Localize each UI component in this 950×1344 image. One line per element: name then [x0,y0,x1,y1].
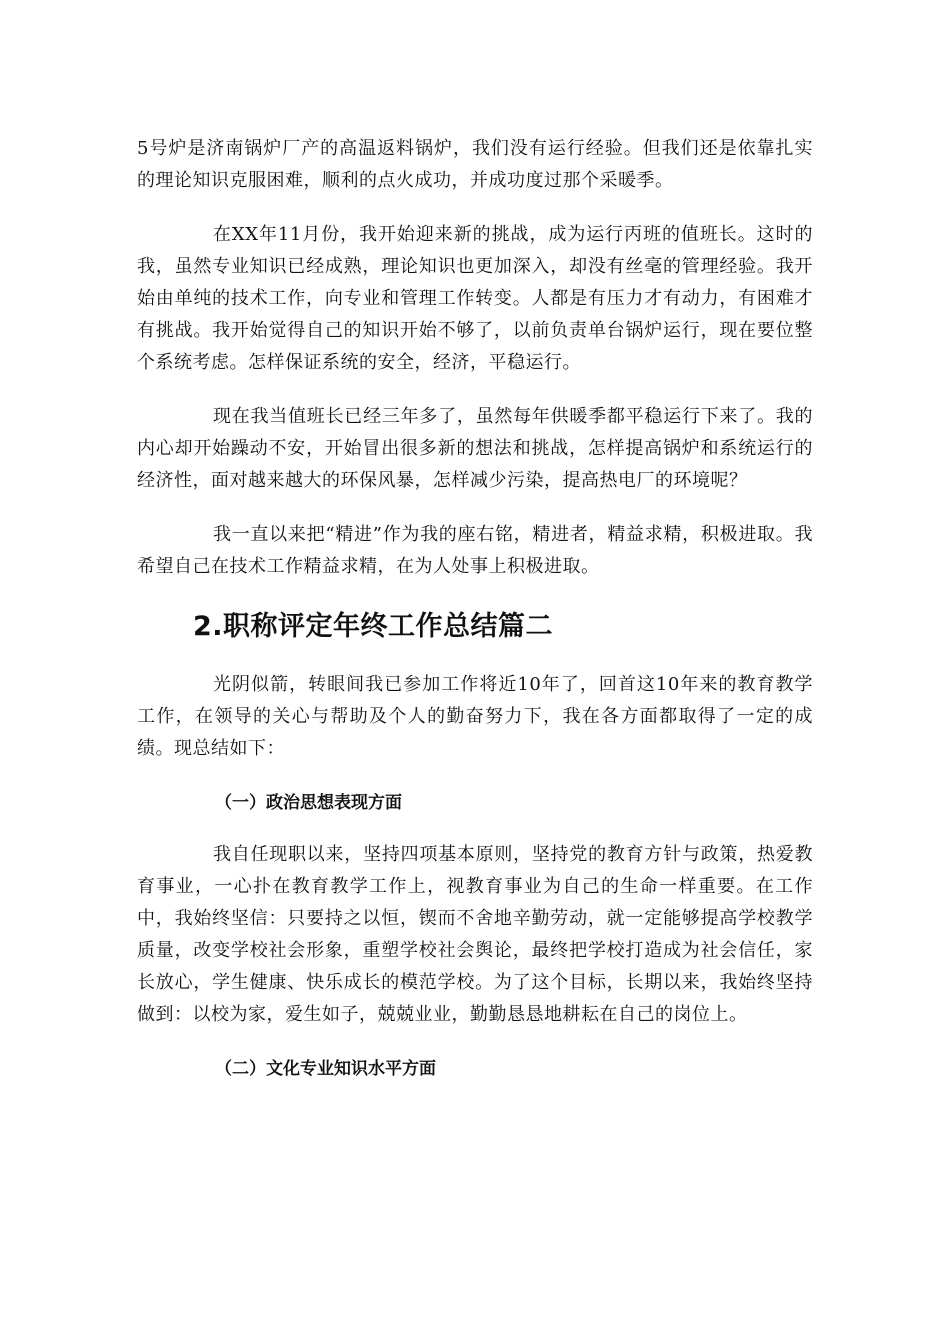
section-heading: 2.职称评定年终工作总结篇二 [193,611,554,642]
subsection-heading-professional: （二）文化专业知识水平方面 [215,1059,436,1079]
paragraph-current-thoughts: 现在我当值班长已经三年多了，虽然每年供暖季都平稳运行下来了。我的内心却开始躁动不安，开始冒出很多新的想法和挑战，怎样提高锅炉和系统运行的经济性，面对越来越大的环保风暴，怎样减少污染，提高热电厂的环境呢？ [137,406,813,491]
document-body [137,133,813,1085]
paragraph-boiler-5: 5号炉是济南锅炉厂产的高温返料锅炉，我们没有运行经验。但我们还是依靠扎实的理论知识克服困难，顺利的点火成功，并成功度过那个采暖季。 [137,138,813,191]
paragraph-motto: 我一直以来把“精进”作为我的座右铭，精进者，精益求精，积极进取。我希望自己在技术工作精益求精，在为人处事上积极进取。 [137,524,813,577]
paragraph-political: 我自任现职以来，坚持四项基本原则，坚持党的教育方针与政策，热爱教育事业，一心扑在教育教学工作上，视教育事业为自己的生命一样重要。在工作中，我始终坚信：只要持之以恒，锲而不舍地辛勤劳动，就一定能够提高学校教学质量，改变学校社会形象，重塑学校社会舆论，最终把学校打造成为社会信任，家长放心，学生健康、快乐成长的模范学校。为了这个目标，长期以来，我始终坚持做到：以校为家，爱生如子，兢兢业业，勤勤恳恳地耕耘在自己的岗位上。 [137,844,813,1025]
paragraph-intro: 光阴似箭，转眼间我已参加工作将近10年了，回首这10年来的教育教学工作，在领导的关心与帮助及个人的勤奋努力下，我在各方面都取得了一定的成绩。现总结如下： [137,674,813,759]
paragraph-shift-leader: 在XX年11月份，我开始迎来新的挑战，成为运行丙班的值班长。这时的我，虽然专业知识已经成熟，理论知识也更加深入，却没有丝毫的管理经验。我开始由单纯的技术工作，向专业和管理工作转变。人都是有压力才有动力，有困难才有挑战。我开始觉得自己的知识开始不够了，以前负责单台锅炉运行，现在要位整个系统考虑。怎样保证系统的安全，经济，平稳运行。 [137,224,813,373]
subsection-heading-political: （一）政治思想表现方面 [215,793,402,813]
